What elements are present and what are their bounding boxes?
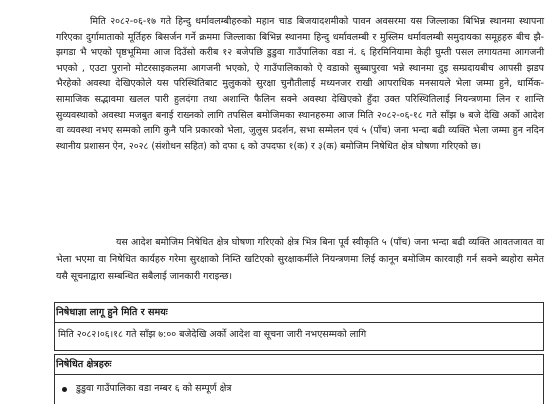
zone-item-text: डुडुवा गाउँपालिका वडा नम्बर ६ को सम्पूर्ण क्षेत्र [76, 383, 232, 394]
table-border-left [54, 302, 55, 350]
table-border-top [54, 302, 544, 303]
table-divider [54, 322, 544, 323]
bullet-icon [62, 387, 67, 392]
zones-table-border-right [543, 354, 544, 404]
zones-table-border-left [54, 354, 55, 404]
effective-date-heading: निषेधाज्ञा लागू हुने मिति र समयः [56, 307, 168, 318]
zones-table-border-top [54, 354, 544, 355]
effective-date-text: मिति २०८२।०६।१८ गते साँझ ७:०० बजेदेखि अर्को आदेश वा सूचना जारी नभएसम्मको लागि [58, 329, 367, 340]
notice-paragraph-1: मिति २०८२-०६-१७ गते हिन्दु धर्मावलम्बीहरुको महान चाड बिजयादशमीको पावन अवसरमा यस जिल्लाका बिभिन्न स्थानमा स्थापना गरिएका दुर्गामाताको मूर्तिहरु बिसर्जन गर्ने क्रममा जिल्लाका बिभिन्न स्थानमा हिन्दु धर्मावलम्बी र मुस्लिम धर्मावलम्बी समुदायका समूहहरु बीच झै-झगडा भै भएको पृष्ठभूमिमा आज दिउँसो करीब १२ बजेपछि डुडुवा गाउँपालिका वडा नं. ६ हिरमिनियामा केही घुम्ती पसल लगायतमा आगजनी भएको , एउटा पुरानो मोटरसाइकलमा आगजनी भएको, ऐ गाउँपालिकाको ऐ वडाको सुब्बापुरवा भन्ने स्थानमा दुइ सम्प्रदायबीच आपसी झडप भैरहेको अवस्था देखिएकोले यस परिस्थितिबाट मुलुकको सुरक्षा चुनौतीलाई मध्यनजर राखी आपराधिक मनसायले भेला जम्मा हुने, धार्मिक-सामाजिक सद्भावमा खलल पारी हुलदंगा तथा अशान्ति फैलिन सक्ने अवस्था देखिएको हुँदा उक्त परिस्थितिलाई नियन्त्रणमा लिन र शान्ति सुव्यवस्थाको अवस्था मजबुत बनाई राख्नको लागि तपसिल बमोजिमका स्थानहरुमा आज मिति २०८२-०६-१८ गते साँझ ७ बजे देखि अर्को आदेश वा व्यवस्था नभए सम्मको लागि कुनै पनि प्रकारको भेला, जुलुस प्रदर्शन, सभा सम्मेलन एवं ५ (पाँच) जना भन्दा बढी व्यक्ति भेला जम्मा हुन नदिन स्थानीय प्रशासन ऐन, २०२८ (संशोधन सहित) को दफा ६ को उपदफा १(क) र ३(क) बमोजिम निषेधित क्षेत्र घोषणा गरिएको छ। [56, 16, 544, 152]
table-border-right [543, 302, 544, 350]
notice-paragraph-2: यस आदेश बमोजिम निषेधित क्षेत्र घोषणा गरिएको क्षेत्र भित्र बिना पूर्व स्वीकृति ५ (पाँच) जना भन्दा बढी व्यक्ति आवतजावत वा भेला भएमा वा निषेधित कार्यहरु गरेमा सुरक्षाको निम्ति खटिएको सुरक्षाकर्मीले नियन्त्रणमा लिई कानून बमोजिम कारवाही गर्न सक्ने ब्यहोरा समेत यसै सूचनाद्वारा सम्बन्धित सबैलाई जानकारी गराइन्छ। [56, 237, 544, 282]
table-border-bottom [54, 350, 544, 351]
zone-list-item [62, 382, 532, 396]
zones-heading: निषेधित क्षेत्रहरुः [56, 359, 112, 370]
zones-table-divider [54, 374, 544, 375]
